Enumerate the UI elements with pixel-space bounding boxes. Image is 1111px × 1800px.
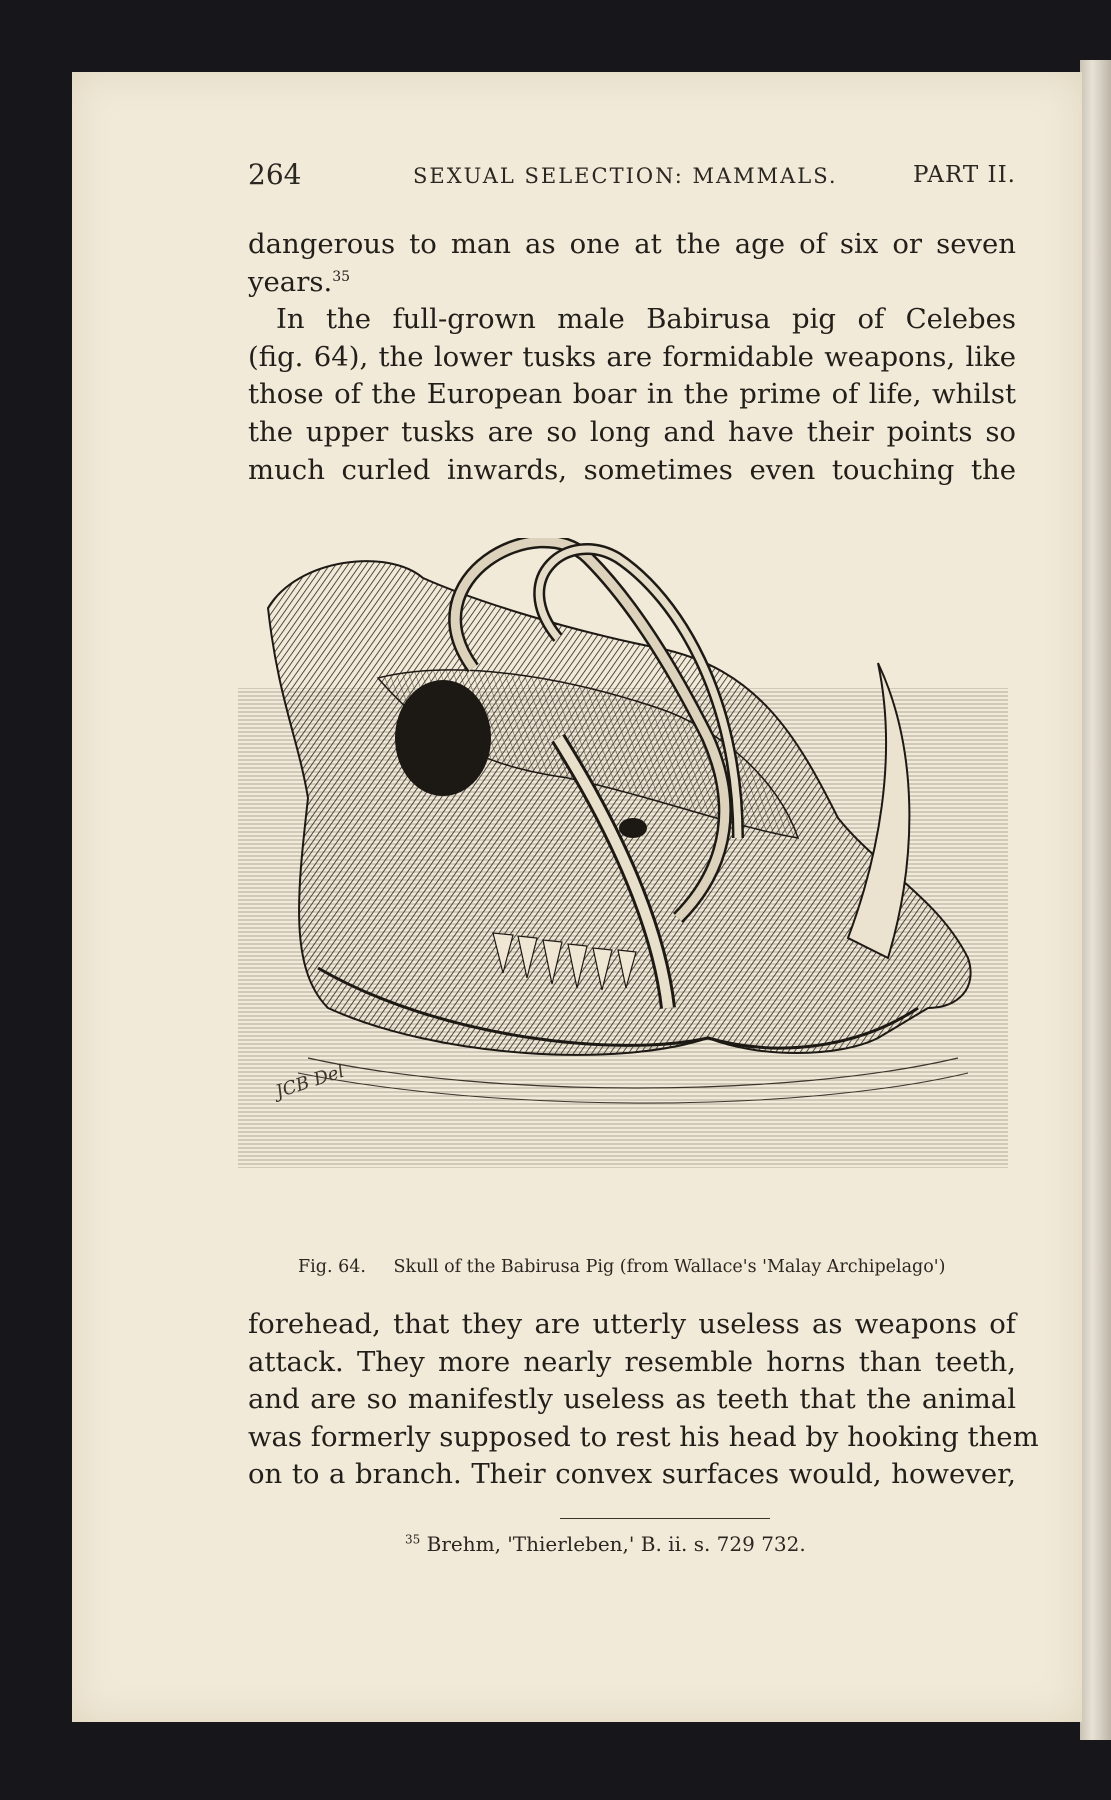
text-line: In the full-grown male Babirusa pig of Celebes xyxy=(276,303,1016,336)
text-line: and are so manifestly useless as teeth that the animal xyxy=(248,1383,1016,1416)
text-line: (fig. 64), the lower tusks are formidable weapons, like xyxy=(248,340,1016,373)
text-line: dangerous to man as one at the age of six or seven xyxy=(248,228,1016,260)
text-line: those of the European boar in the prime of life, whilst xyxy=(248,378,1016,411)
footnote-marker: 35 xyxy=(405,1532,421,1547)
page-number: 264 xyxy=(248,158,302,191)
running-header xyxy=(248,158,1016,194)
text-line: forehead, that they are utterly useless as weapons of xyxy=(248,1308,1016,1340)
engraver-mark: JCB Del xyxy=(273,1060,347,1103)
footnote-text: Brehm, 'Thierleben,' B. ii. s. 729 732. xyxy=(426,1532,806,1556)
text-line: on to a branch. Their convex surfaces would, however, xyxy=(248,1458,1016,1491)
caption-text: Skull of the Babirusa Pig (from Wallace's 'Malay Archipelago') xyxy=(393,1257,946,1277)
babirusa-skull-illustration xyxy=(238,538,1018,1230)
footnote-reference: 35 xyxy=(332,268,351,285)
text-line: attack. They more nearly resemble horns than teeth, xyxy=(248,1345,1016,1378)
part-label: PART II. xyxy=(912,162,1016,188)
adjacent-page-edge xyxy=(1080,60,1111,1740)
body-text-bottom xyxy=(248,1306,1039,1494)
body-text-top xyxy=(248,226,1016,489)
text-line: the upper tusks are so long and have their points so xyxy=(248,415,1016,448)
text-line: much curled inwards, sometimes even touching the xyxy=(248,453,1016,486)
figure-caption xyxy=(298,1257,998,1277)
caption-label: Fig. 64. xyxy=(298,1257,366,1277)
footnote-divider xyxy=(560,1518,770,1519)
text-fragment: years. xyxy=(248,265,333,298)
babirusa-skull-figure xyxy=(238,538,1018,1230)
text-line xyxy=(248,264,1016,302)
footnote xyxy=(405,1532,806,1556)
text-line: was formerly supposed to rest his head by hooking them xyxy=(248,1420,1039,1453)
running-title: SEXUAL SELECTION: MAMMALS. xyxy=(413,164,838,188)
